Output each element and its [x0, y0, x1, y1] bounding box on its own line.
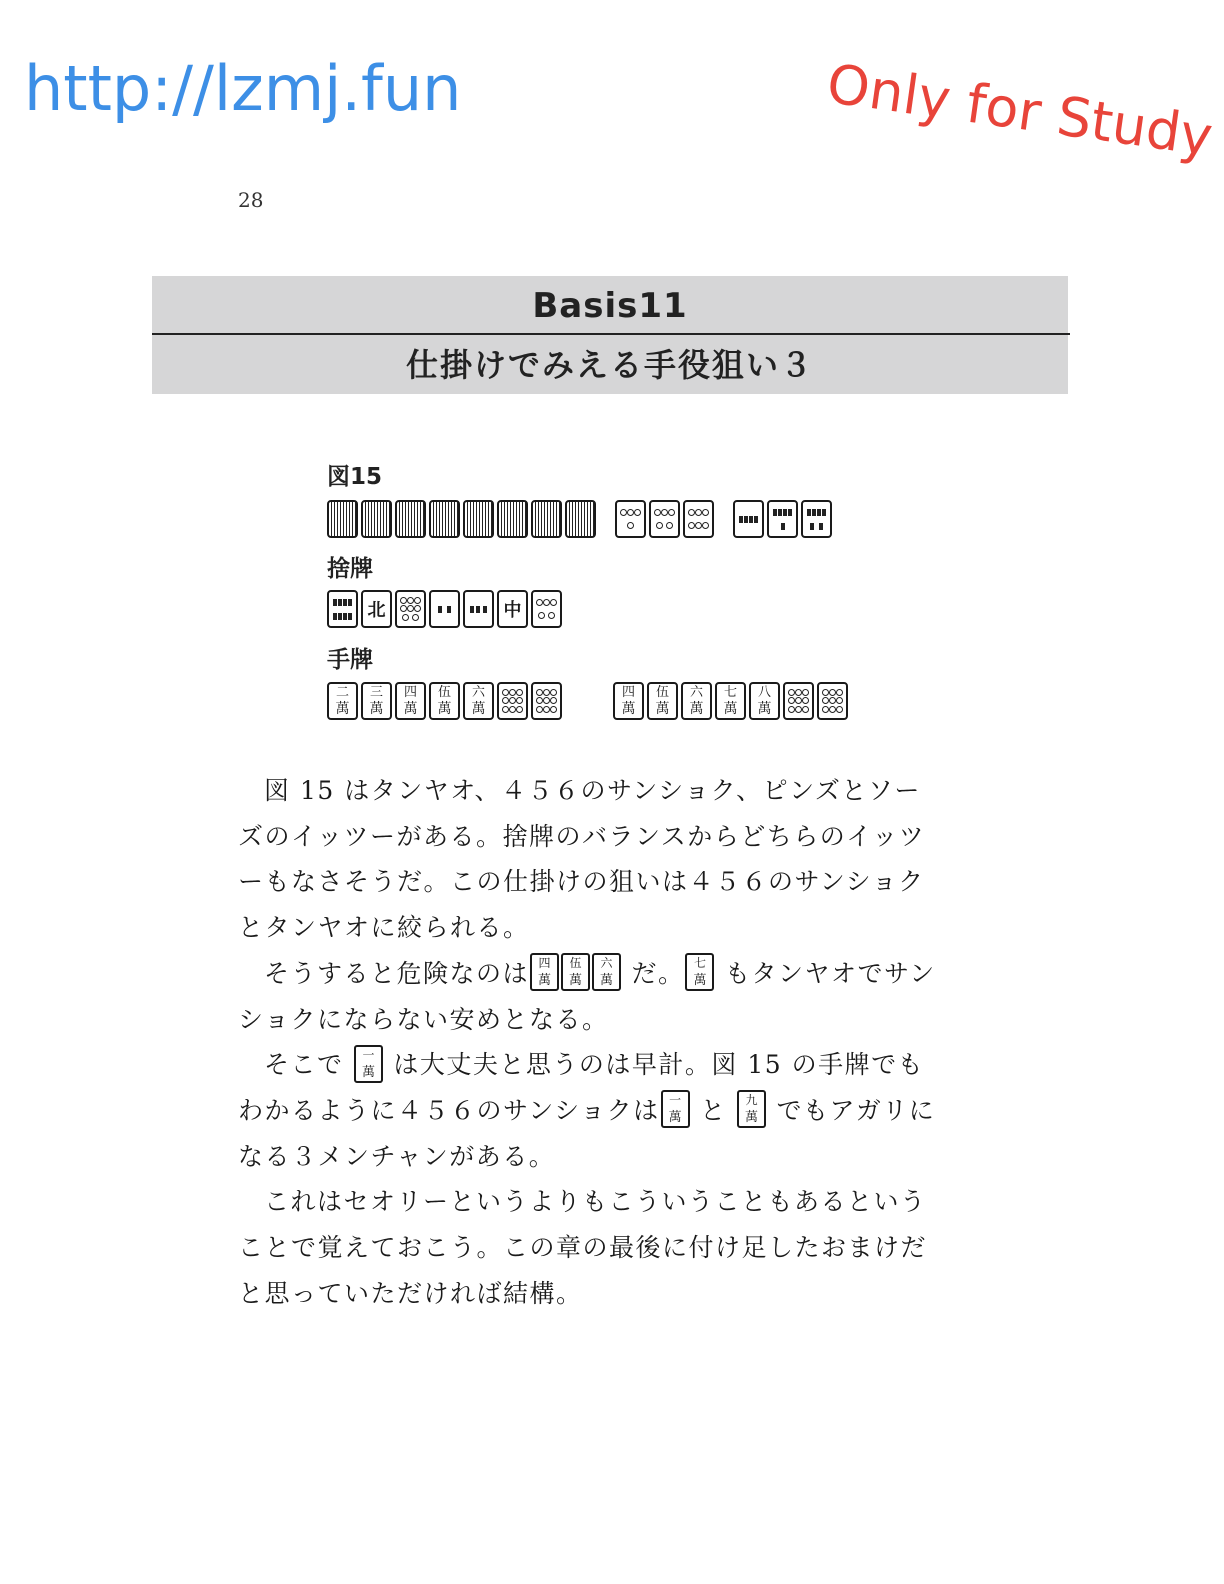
man-tile: 八 萬 [749, 682, 780, 720]
man-tile: 七 萬 [715, 682, 746, 720]
figure-label: 図15 [327, 464, 383, 490]
sou-tile [733, 500, 764, 538]
pin-tile [615, 500, 646, 538]
sou-tile [327, 590, 358, 628]
man-tile-9: 九 萬 [737, 1090, 766, 1128]
hand-tile-row-left [327, 682, 565, 720]
man-tile-4: 四 萬 [530, 953, 559, 991]
pin-tile [683, 500, 714, 538]
p3-text-a: そこで [264, 1050, 344, 1080]
man-tile: 三 萬 [361, 682, 392, 720]
sou-tile [767, 500, 798, 538]
man-tile-5: 伍 萬 [561, 953, 590, 991]
pin-tile [531, 682, 562, 720]
man-tile-7: 七 萬 [685, 953, 714, 991]
pin-tile [497, 682, 528, 720]
tile-back [463, 500, 494, 538]
man-tile: 二 萬 [327, 682, 358, 720]
p3-text-c: と [700, 1095, 727, 1125]
figure-top-tile-row [327, 500, 835, 538]
man-tile-1: 一 萬 [354, 1045, 383, 1083]
discards-tile-row [327, 590, 565, 628]
tile-back [531, 500, 562, 538]
tile-back [497, 500, 528, 538]
man-tile: 六 萬 [681, 682, 712, 720]
hand-tile-row-right [613, 682, 851, 720]
man-tile-6: 六 萬 [592, 953, 621, 991]
tile-back [327, 500, 358, 538]
man-tile: 六 萬 [463, 682, 494, 720]
title-divider [152, 333, 1070, 335]
man-tile-1-b: 一 萬 [661, 1090, 690, 1128]
chapter-title: 仕掛けでみえる手役狙い３ [405, 346, 814, 384]
man-tile: 伍 萬 [429, 682, 460, 720]
watermark-study: Only for Study [823, 52, 1217, 169]
pin-tile [531, 590, 562, 628]
man-tile: 伍 萬 [647, 682, 678, 720]
pin-tile [817, 682, 848, 720]
pin-tile [395, 590, 426, 628]
chapter-number: Basis11 [532, 286, 688, 326]
pin-tile [783, 682, 814, 720]
p2-text-b: だ。 [631, 958, 685, 988]
p2-text-a: そうすると危険なのは [264, 958, 530, 988]
hand-label: 手牌 [327, 647, 373, 673]
p2-text-c: もタンヤオでサンショクにならない安めとなる。 [238, 958, 936, 1034]
sou-tile [463, 590, 494, 628]
tile-back [395, 500, 426, 538]
paragraph-2 [238, 951, 944, 1042]
tile-back [429, 500, 460, 538]
sou-tile [429, 590, 460, 628]
chapter-title-box [152, 276, 1068, 394]
paragraph-4: これはセオリーというよりもこういうこともあるということで覚えておこう。この章の最後に付け足したおまけだと思っていただければ結構。 [238, 1187, 928, 1308]
page-number: 28 [238, 188, 264, 212]
pin-tile [649, 500, 680, 538]
sou-tile [801, 500, 832, 538]
watermark-url: http://lzmj.fun [24, 52, 462, 125]
tile-back [361, 500, 392, 538]
tile-back [565, 500, 596, 538]
paragraph-1: 図 15 はタンヤオ、４５６のサンショク、ピンズとソーズのイッツーがある。捨牌のバランスからどちらのイッツーもなさそうだ。この仕掛けの狙いは４５６のサンショクとタンヤオに絞られる。 [238, 776, 926, 943]
p3-text-d: でもアガリになる３メンチャンがある。 [238, 1095, 936, 1171]
p3-text-b: は大丈夫と思うのは早計。図 15 の手牌でもわかるように４５６のサンショクは [238, 1050, 925, 1125]
honor-tile: 北 [361, 590, 392, 628]
body-text [238, 768, 944, 1316]
man-tile: 四 萬 [613, 682, 644, 720]
discards-label: 捨牌 [327, 556, 373, 582]
man-tile: 四 萬 [395, 682, 426, 720]
paragraph-3 [238, 1042, 944, 1179]
honor-tile: 中 [497, 590, 528, 628]
